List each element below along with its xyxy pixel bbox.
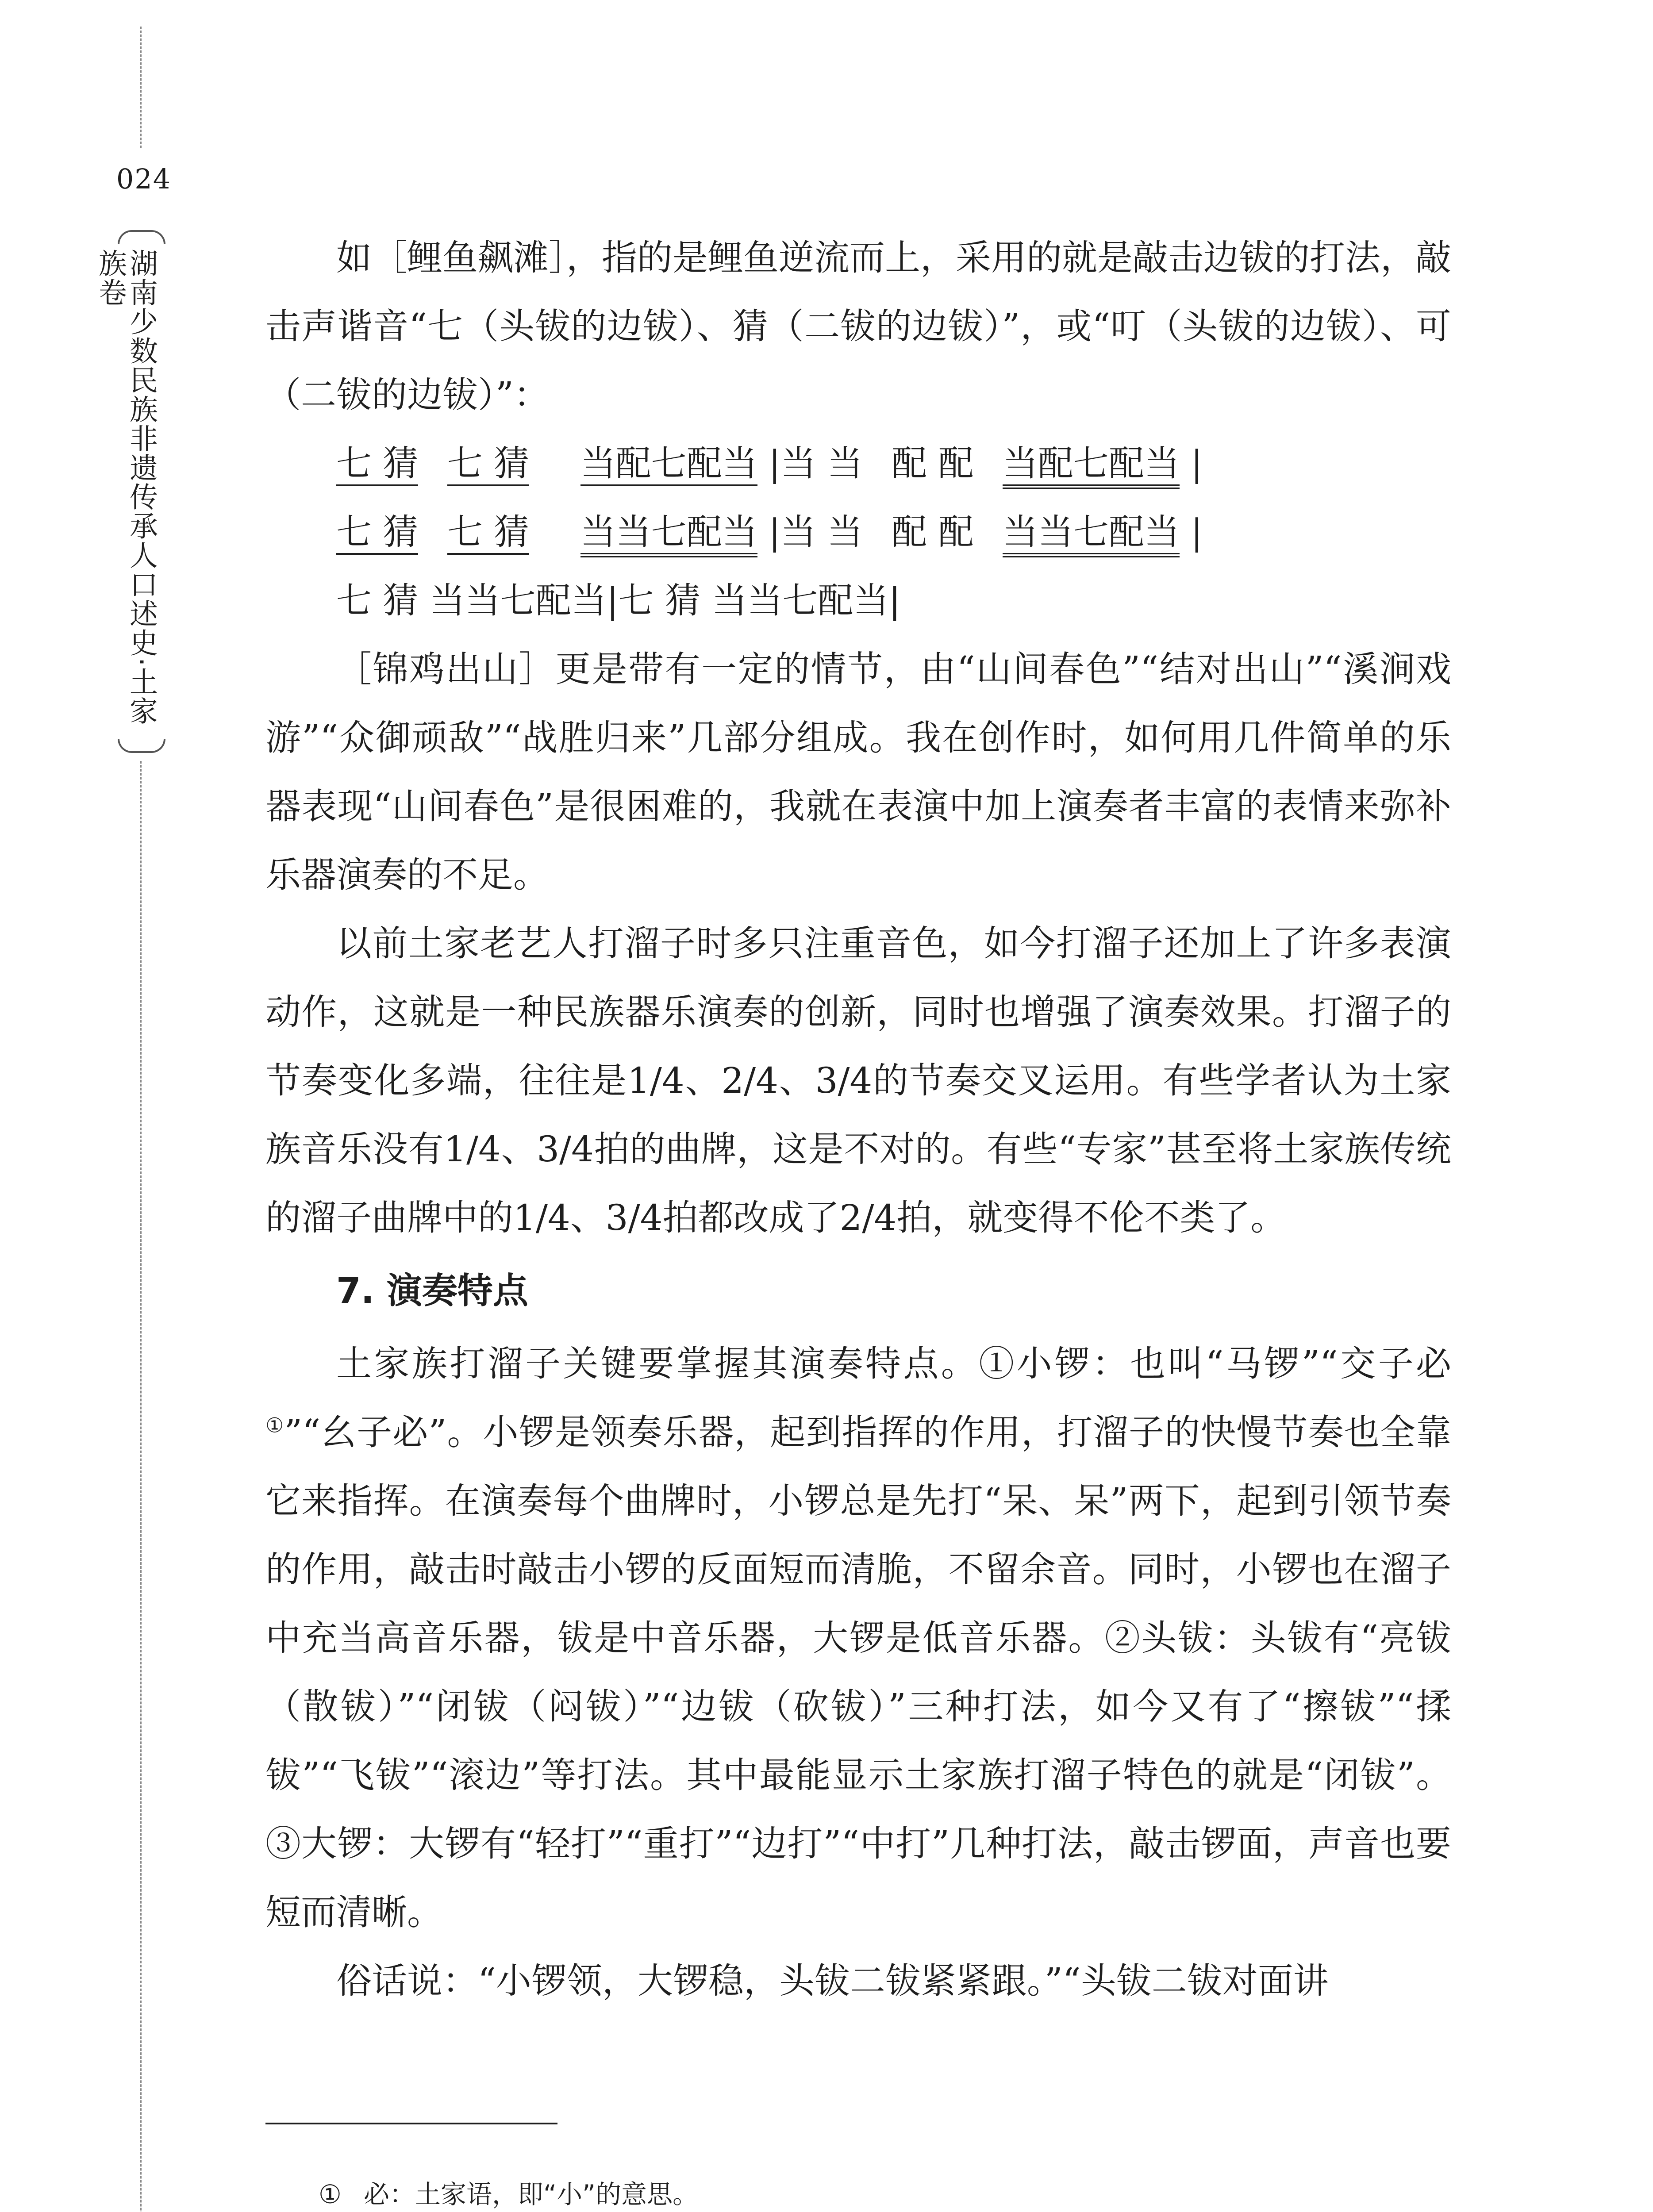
score-group: 七 猜 xyxy=(447,511,529,555)
title-bracket-top xyxy=(118,230,165,244)
paragraph xyxy=(265,1329,1451,1947)
score-barline: | xyxy=(1191,443,1203,484)
margin-dashed-line-top xyxy=(140,27,142,148)
score-barline: | xyxy=(1191,511,1203,553)
score-group: 配 配 xyxy=(892,443,974,484)
paragraph: 俗话说：“小锣领，大锣稳，头钹二钹紧紧跟。”“头钹二钹对面讲 xyxy=(336,1960,1329,2001)
running-title xyxy=(94,230,174,752)
score-group: 配 配 xyxy=(892,511,974,553)
footnote-rule xyxy=(265,2123,557,2124)
page-number: 024 xyxy=(116,163,172,195)
title-bracket-bottom xyxy=(118,739,165,753)
score-group: 七 猜 xyxy=(336,442,418,486)
score-group: 当配七配当 xyxy=(1003,442,1180,489)
section-heading: 7. 演奏特点 xyxy=(336,1270,528,1311)
score-line-1 xyxy=(336,429,1451,498)
score-group: 当当七配当 xyxy=(580,511,757,557)
paragraph: ［锦鸡出山］更是带有一定的情节，由“山间春色”“结对出山”“溪涧戏游”“众御顽敌”“战胜归来”几部分组成。我在创作时，如何用几件简单的乐器表现“山间春色”是很困难的，我就在表演中加上演奏者丰富的表情来弥补乐器演奏的不足。 xyxy=(265,649,1451,895)
footnote-text: 必：土家语，即“小”的意思。 xyxy=(364,2179,699,2209)
paragraph-text: ”“幺子必”。小锣是领奏乐器，起到指挥的作用，打溜子的快慢节奏也全靠它来指挥。在演奏每个曲牌时，小锣总是先打“呆、呆”两下，起到引领节奏的作用，敲击时敲击小锣的反面短而清脆，不留余音。同时，小锣也在溜子中充当高音乐器，钹是中音乐器，大锣是低音乐器。②头钹：头钹有“亮钹（散钹）”“闭钹（闷钹）”“边钹（砍钹）”三种打法，如今又有了“擦钹”“揉钹”“飞钹”“滚边”等打法。其中最能显示土家族打溜子特色的就是“闭钹”。③大锣：大锣有“轻打”“重打”“边打”“中打”几种打法，敲击锣面，声音也要短而清晰。 xyxy=(265,1412,1451,1933)
footnote-mark: ① xyxy=(319,2179,342,2209)
paragraph: 如［鲤鱼飙滩］，指的是鲤鱼逆流而上，采用的就是敲击边钹的打法，敲击声谐音“七（头钹的边钹）、猜（二钹的边钹）”，或“叮（头钹的边钹）、可（二钹的边钹）”： xyxy=(265,237,1451,415)
margin-dashed-line-bottom xyxy=(140,761,142,2212)
score-group: |当 当 xyxy=(769,443,863,484)
score-group: 当当七配当 xyxy=(1003,511,1180,557)
score-group: 七 猜 xyxy=(447,442,529,486)
series-title-text: 湖南少数民族非遗传承人口述史·土家族卷 xyxy=(94,249,158,726)
footnote-reference[interactable]: ① xyxy=(265,1413,284,1437)
body-text xyxy=(265,223,1451,2015)
score-group: 当配七配当 xyxy=(580,442,757,486)
score-group: 七 猜 xyxy=(336,511,418,555)
footnote xyxy=(319,2177,698,2212)
paragraph: 以前土家老艺人打溜子时多只注重音色，如今打溜子还加上了许多表演动作，这就是一种民族器乐演奏的创新，同时也增强了演奏效果。打溜子的节奏变化多端，往往是1/4、2/4、3/4的节奏交叉运用。有些学者认为土家族音乐没有1/4、3/4拍的曲牌，这是不对的。有些“专家”甚至将土家族传统的溜子曲牌中的1/4、3/4拍都改成了2/4拍，就变得不伦不类了。 xyxy=(265,923,1451,1238)
score-line-2 xyxy=(336,498,1451,566)
score-line-3: 七 猜 当当七配当|七 猜 当当七配当| xyxy=(336,580,901,621)
paragraph-text: 土家族打溜子关键要掌握其演奏特点。①小锣：也叫“马锣”“交子必 xyxy=(336,1343,1451,1384)
score-group: |当 当 xyxy=(769,511,863,553)
